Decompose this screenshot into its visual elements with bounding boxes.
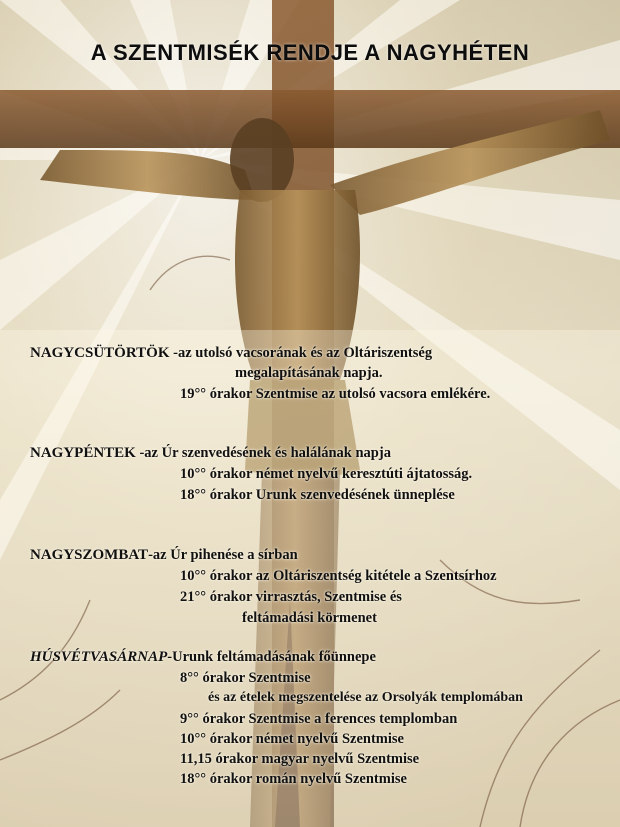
schedule-line: feltámadási körmenet bbox=[242, 610, 377, 626]
schedule-header-0 bbox=[30, 345, 432, 362]
schedule-header-1 bbox=[30, 445, 391, 462]
schedule-line: 11,15 órakor magyar nyelvű Szentmise bbox=[180, 751, 420, 767]
schedule-line: 21°° órakor virrasztás, Szentmise és bbox=[180, 589, 402, 605]
day-name: NAGYPÉNTEK bbox=[30, 445, 136, 461]
schedule-line: 19°° órakor Szentmise az utolsó vacsora emlékére. bbox=[180, 386, 491, 402]
schedule-line: 10°° órakor német nyelvű keresztúti ájtatosság. bbox=[180, 466, 473, 482]
day-description: -Urunk feltámadásának főünnepe bbox=[167, 649, 376, 665]
schedule-line: megalapításának napja. bbox=[235, 365, 383, 381]
day-description: -az Úr szenvedésének és halálának napja bbox=[135, 445, 391, 461]
schedule-header-3 bbox=[30, 649, 376, 666]
schedule-line: 9°° órakor Szentmise a ferences templomban bbox=[180, 711, 458, 727]
day-description: -az utolsó vacsorának és az Oltáriszentség bbox=[169, 345, 433, 361]
day-name: NAGYCSÜTÖRTÖK bbox=[30, 345, 170, 361]
schedule-line: 18°° órakor román nyelvű Szentmise bbox=[180, 771, 407, 787]
day-name: HÚSVÉTVASÁRNAP bbox=[30, 649, 168, 665]
schedule-line: 18°° órakor Urunk szenvedésének ünneplése bbox=[180, 487, 455, 503]
schedule-line: és az ételek megszentelése az Orsolyák templomában bbox=[208, 690, 523, 705]
day-description: -az Úr pihenése a sírban bbox=[148, 547, 298, 563]
page-title: A SZENTMISÉK RENDJE A NAGYHÉTEN bbox=[90, 40, 530, 65]
schedule-line: 10°° órakor az Oltáriszentség kitétele a Szentsírhoz bbox=[180, 568, 497, 584]
schedule-line: 10°° órakor német nyelvű Szentmise bbox=[180, 731, 404, 747]
schedule-line: 8°° órakor Szentmise bbox=[180, 670, 311, 686]
day-name: NAGYSZOMBAT bbox=[30, 547, 149, 563]
schedule-header-2 bbox=[30, 547, 298, 564]
